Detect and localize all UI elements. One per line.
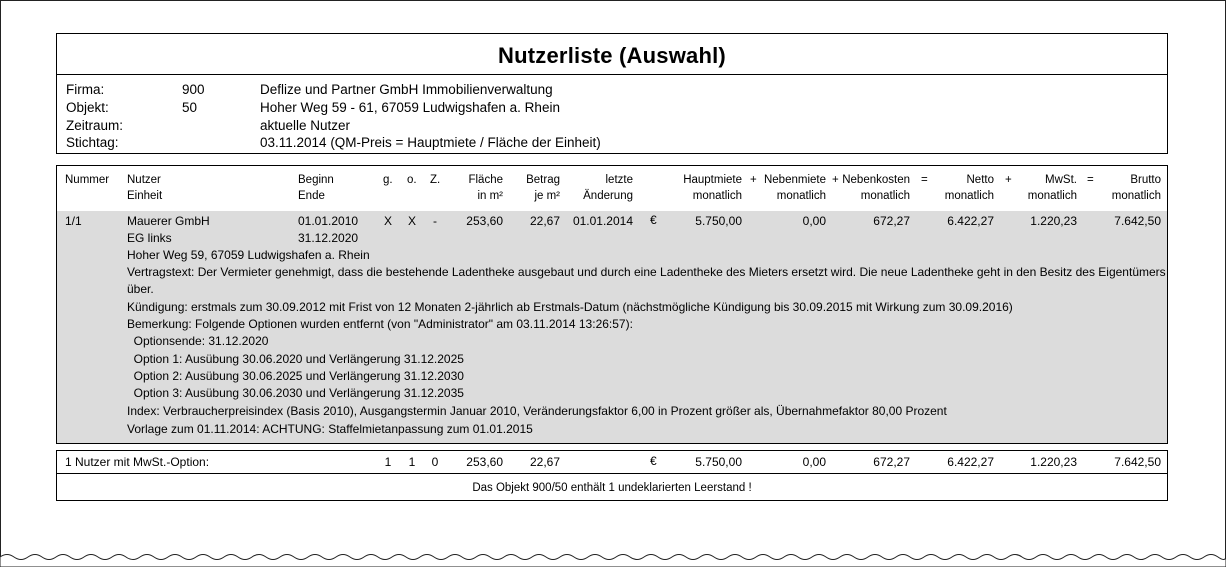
- vacancy-note-box: [56, 473, 1168, 501]
- row-detail-vertragstext-cont: über.: [127, 282, 154, 296]
- summary-g: 1: [384, 455, 392, 469]
- row-detail-option-1: Option 1: Ausübung 30.06.2020 und Verlängerung 31.12.2025: [127, 352, 464, 366]
- stichtag-label: Stichtag:: [66, 135, 119, 150]
- col-header-einheit: Einheit: [127, 190, 163, 202]
- row-aenderung: 01.01.2014: [572, 214, 633, 228]
- summary-row: [56, 450, 1168, 474]
- vacancy-note: Das Objekt 900/50 enthält 1 undeklarierten Leerstand !: [472, 482, 752, 494]
- row-detail-option-3: Option 3: Ausübung 30.06.2030 und Verlängerung 31.12.2035: [127, 386, 464, 400]
- user-table: [56, 165, 1168, 444]
- summary-o: 1: [408, 455, 416, 469]
- summary-label: 1 Nutzer mit MwSt.-Option:: [65, 455, 210, 469]
- col-header-netto: Netto: [966, 174, 994, 186]
- col-header-nutzer: Nutzer: [127, 174, 161, 186]
- col-header-nummer: Nummer: [65, 174, 110, 186]
- col-header-betrag: Betrag: [526, 174, 560, 186]
- row-nebenmiete: 0,00: [802, 214, 826, 228]
- info-box: [56, 74, 1168, 154]
- summary-currency: €: [650, 454, 657, 468]
- col-header-equals-1: =: [921, 174, 928, 186]
- row-ende: 31.12.2020: [298, 231, 359, 245]
- row-nutzer: Mauerer GmbH: [127, 214, 210, 228]
- col-header-plus-1: +: [750, 174, 757, 186]
- col-header-plus-2: +: [832, 174, 839, 186]
- summary-mwst: 1.220,23: [1030, 455, 1077, 469]
- firma-number: 900: [182, 82, 205, 97]
- row-detail-address: Hoher Weg 59, 67059 Ludwigshafen a. Rhein: [127, 248, 370, 262]
- row-detail-optionsende: Optionsende: 31.12.2020: [127, 334, 269, 348]
- row-netto: 6.422,27: [947, 214, 994, 228]
- row-detail-kuendigung: Kündigung: erstmals zum 30.09.2012 mit Frist von 12 Monaten 2-jährlich ab Erstmals-Datum (nächstmögliche Kündigung bis 30.09.2015 mit Wirkung zum 30.09.2016): [127, 300, 1013, 314]
- zeitraum-label: Zeitraum:: [66, 118, 124, 133]
- row-hauptmiete: 5.750,00: [695, 214, 742, 228]
- row-detail-vertragstext: Vertragstext: Der Vermieter genehmigt, dass die bestehende Ladentheke ausgebaut und durch eine Ladentheke des Mieters ersetzt wird. Die neue Ladentheke geht in den Besitz des Eigentümers: [127, 265, 1166, 279]
- col-header-plus-3: +: [1005, 174, 1012, 186]
- col-header-beginn: Beginn: [298, 174, 334, 186]
- row-beginn: 01.01.2010: [298, 214, 359, 228]
- table-row: [57, 211, 1167, 443]
- summary-brutto: 7.642,50: [1114, 455, 1161, 469]
- row-betrag: 22,67: [529, 214, 560, 228]
- objekt-address: Hoher Weg 59 - 61, 67059 Ludwigshafen a. Rhein: [260, 100, 560, 115]
- col-header-nebenmiete-period: monatlich: [776, 190, 826, 202]
- row-g: X: [383, 214, 392, 228]
- row-nebenkosten: 672,27: [873, 214, 910, 228]
- summary-netto: 6.422,27: [947, 455, 994, 469]
- title-box: [56, 33, 1168, 75]
- col-header-equals-2: =: [1087, 174, 1094, 186]
- col-header-nebenmiete: Nebenmiete: [763, 174, 826, 186]
- summary-z: 0: [431, 455, 439, 469]
- stichtag-value: 03.11.2014 (QM-Preis = Hauptmiete / Fläche der Einheit): [260, 135, 601, 150]
- col-header-netto-period: monatlich: [944, 190, 994, 202]
- col-header-aenderung: Änderung: [583, 190, 633, 202]
- col-header-brutto: Brutto: [1130, 174, 1161, 186]
- col-header-brutto-period: monatlich: [1111, 190, 1161, 202]
- col-header-ende: Ende: [298, 190, 325, 202]
- row-detail-index: Index: Verbraucherpreisindex (Basis 2010), Ausgangstermin Januar 2010, Veränderungsfaktor 6,00 in Prozent größer als, Übernahmefaktor 80,00 Prozent: [127, 404, 947, 418]
- col-header-nebenkosten: Nebenkosten: [842, 174, 910, 186]
- summary-nebenkosten: 672,27: [873, 455, 910, 469]
- objekt-number: 50: [182, 100, 198, 115]
- row-detail-vorlage: Vorlage zum 01.11.2014: ACHTUNG: Staffelmietanpassung zum 01.01.2015: [127, 422, 533, 436]
- torn-edge: [0, 548, 1226, 567]
- col-header-mwst-period: monatlich: [1027, 190, 1077, 202]
- row-einheit: EG links: [127, 231, 172, 245]
- row-z: -: [433, 214, 437, 228]
- col-header-mwst: MwSt.: [1045, 174, 1077, 186]
- col-header-hauptmiete-period: monatlich: [692, 190, 742, 202]
- row-brutto: 7.642,50: [1114, 214, 1161, 228]
- col-header-flaeche-unit: in m²: [477, 190, 503, 202]
- col-header-g: g.: [383, 174, 393, 186]
- summary-hauptmiete: 5.750,00: [695, 455, 742, 469]
- row-nummer: 1/1: [65, 214, 82, 228]
- summary-betrag: 22,67: [529, 455, 560, 469]
- col-header-betrag-unit: je m²: [534, 190, 560, 202]
- col-header-nebenkosten-period: monatlich: [860, 190, 910, 202]
- row-o: X: [407, 214, 416, 228]
- row-detail-option-2: Option 2: Ausübung 30.06.2025 und Verlängerung 31.12.2030: [127, 369, 464, 383]
- col-header-hauptmiete: Hauptmiete: [683, 174, 742, 186]
- firma-name: Deflize und Partner GmbH Immobilienverwaltung: [260, 82, 553, 97]
- firma-label: Firma:: [66, 82, 105, 97]
- summary-flaeche: 253,60: [466, 455, 503, 469]
- report-title: Nutzerliste (Auswahl): [498, 43, 726, 68]
- row-currency: €: [650, 213, 657, 227]
- summary-nebenmiete: 0,00: [802, 455, 826, 469]
- row-flaeche: 253,60: [466, 214, 503, 228]
- col-header-letzte: letzte: [605, 174, 633, 186]
- row-detail-bemerkung: Bemerkung: Folgende Optionen wurden entfernt (von "Administrator" am 03.11.2014 13:26:57):: [127, 317, 633, 331]
- col-header-z: Z.: [430, 174, 441, 186]
- objekt-label: Objekt:: [66, 100, 109, 115]
- row-mwst: 1.220,23: [1030, 214, 1077, 228]
- col-header-flaeche: Fläche: [468, 174, 503, 186]
- zeitraum-value: aktuelle Nutzer: [260, 118, 351, 133]
- col-header-o: o.: [407, 174, 417, 186]
